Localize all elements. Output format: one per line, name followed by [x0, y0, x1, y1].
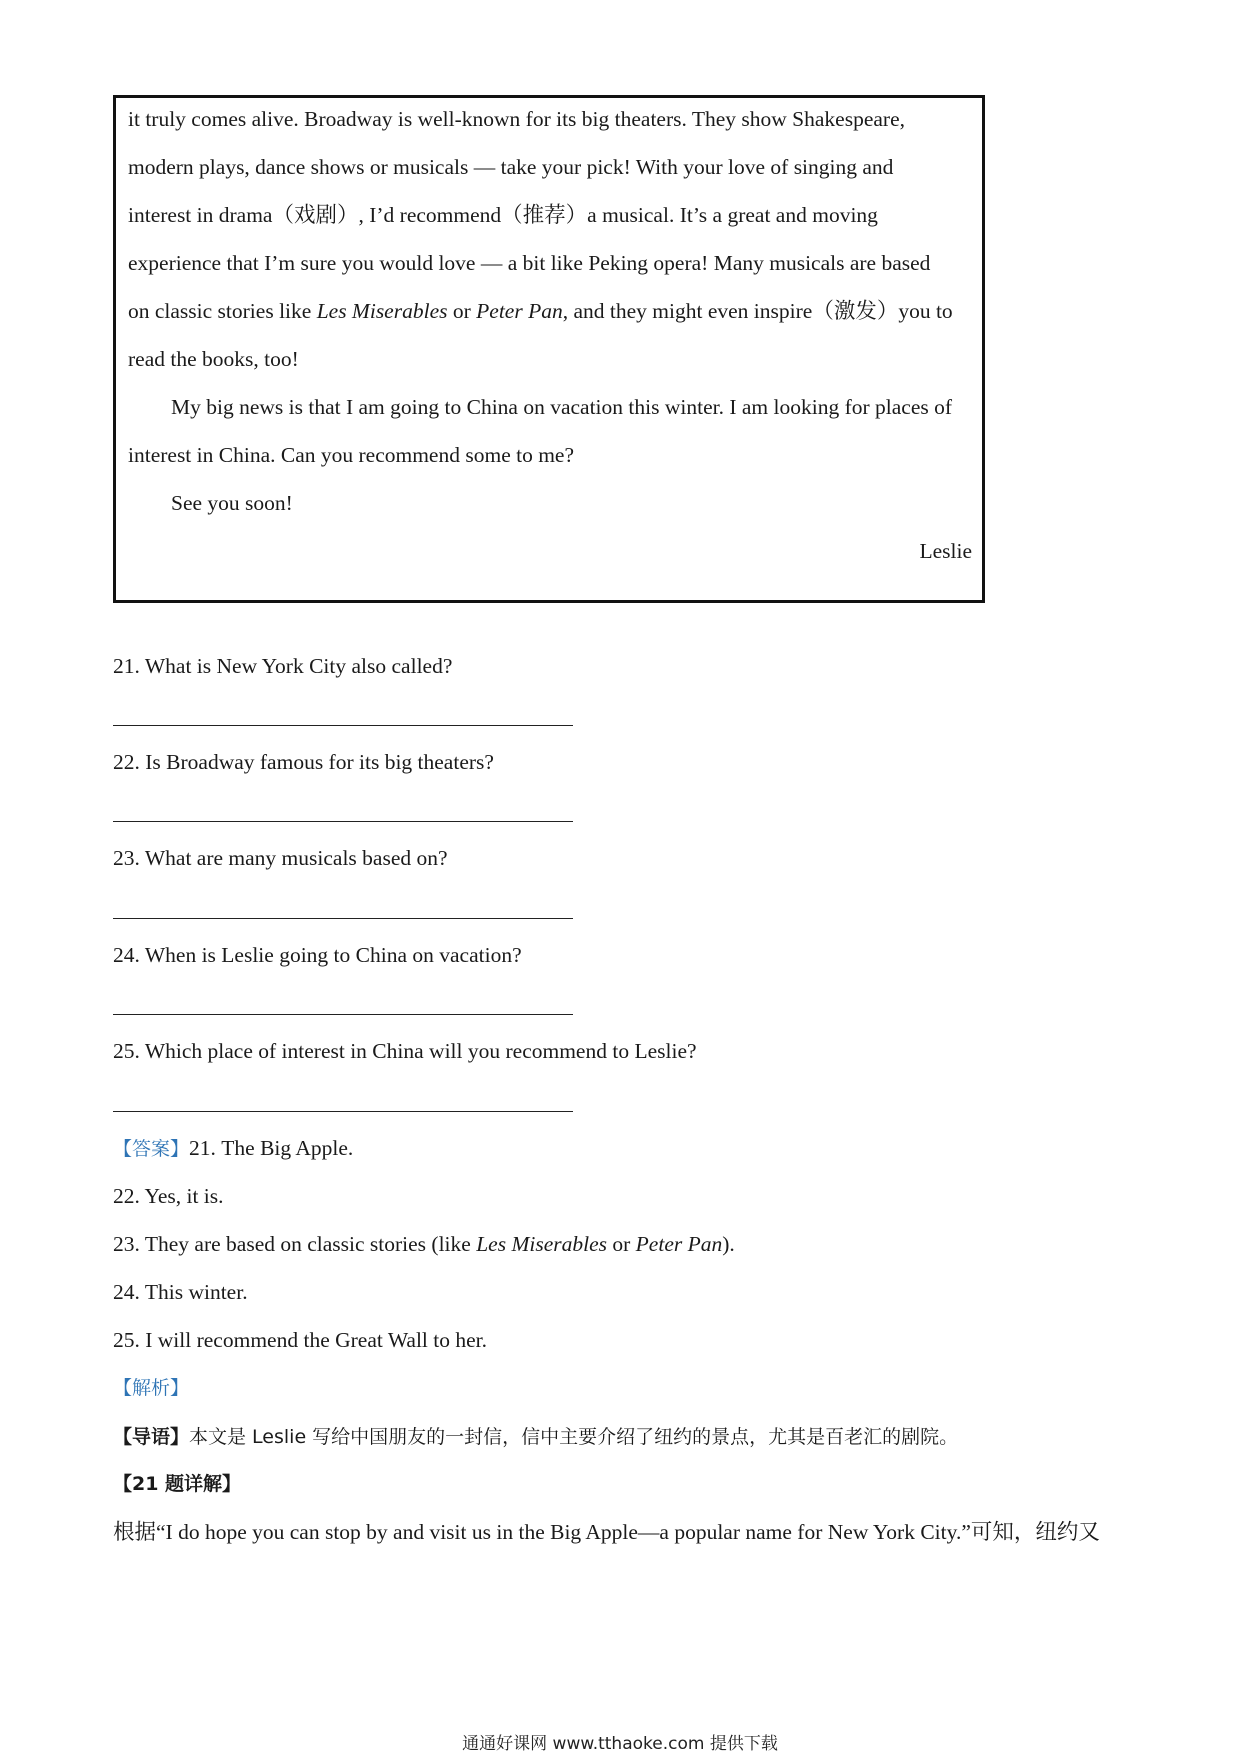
answer-21 — [113, 1133, 353, 1164]
letter-text: , and they might even inspire（激发）you to — [562, 299, 953, 323]
answer-text: 21. The Big Apple. — [189, 1136, 354, 1160]
analysis-tag: 【解析】 — [113, 1377, 190, 1399]
question-24: 24. When is Leslie going to China on vacation? — [113, 943, 522, 967]
detail-tag: 【21 题详解】 — [113, 1473, 242, 1495]
guide-tag: 【导语】 — [113, 1426, 190, 1448]
answer-tag: 【答案】 — [113, 1138, 190, 1160]
answer-line-21[interactable] — [113, 725, 573, 726]
letter-line: My big news is that I am going to China on vacation this winter. I am looking for places of — [171, 395, 953, 419]
letter-line: read the books, too! — [128, 347, 299, 371]
guide-line — [113, 1421, 958, 1452]
answer-23 — [113, 1229, 735, 1259]
letter-box — [113, 95, 985, 603]
book-title: Les Miserables — [316, 299, 448, 323]
book-title: Peter Pan — [635, 1232, 723, 1256]
answer-24: 24. This winter. — [113, 1280, 248, 1304]
letter-line — [128, 296, 953, 326]
answer-text: 23. They are based on classic stories (like — [113, 1232, 477, 1256]
book-title: Les Miserables — [476, 1232, 607, 1256]
detail-text: 根据“I do hope you can stop by and visit us in the Big Apple—a popular name for New York City.”可知，纽约又 — [113, 1520, 1100, 1544]
answer-text: or — [607, 1232, 636, 1256]
answer-line-24[interactable] — [113, 1014, 573, 1015]
letter-closing: See you soon! — [171, 491, 293, 515]
answer-text: ). — [722, 1232, 735, 1256]
question-21: 21. What is New York City also called? — [113, 654, 453, 678]
page-footer: 通通好课网 www.tthaoke.com 提供下载 — [462, 1734, 778, 1754]
letter-line: interest in drama（戏剧）, I’d recommend（推荐）a musical. It’s a great and moving — [128, 203, 878, 227]
answer-22: 22. Yes, it is. — [113, 1184, 224, 1208]
guide-text: 本文是 Leslie 写给中国朋友的一封信，信中主要介绍了纽约的景点，尤其是百老汇的剧院。 — [189, 1426, 959, 1448]
answer-line-23[interactable] — [113, 918, 573, 919]
answer-line-22[interactable] — [113, 821, 573, 822]
book-title: Peter Pan — [476, 299, 563, 323]
letter-line: modern plays, dance shows or musicals — take your pick! With your love of singing and — [128, 155, 894, 179]
letter-text: or — [447, 299, 477, 323]
answer-25: 25. I will recommend the Great Wall to her. — [113, 1328, 488, 1352]
letter-line: it truly comes alive. Broadway is well-known for its big theaters. They show Shakespeare, — [128, 107, 906, 131]
letter-line: interest in China. Can you recommend some to me? — [128, 443, 575, 467]
question-25: 25. Which place of interest in China will you recommend to Leslie? — [113, 1039, 697, 1063]
letter-text: on classic stories like — [128, 299, 317, 323]
letter-signature: Leslie — [919, 539, 972, 563]
letter-line: experience that I’m sure you would love — a bit like Peking opera! Many musicals are based — [128, 251, 931, 275]
question-22: 22. Is Broadway famous for its big theaters? — [113, 750, 494, 774]
answer-line-25[interactable] — [113, 1111, 573, 1112]
question-23: 23. What are many musicals based on? — [113, 846, 448, 870]
